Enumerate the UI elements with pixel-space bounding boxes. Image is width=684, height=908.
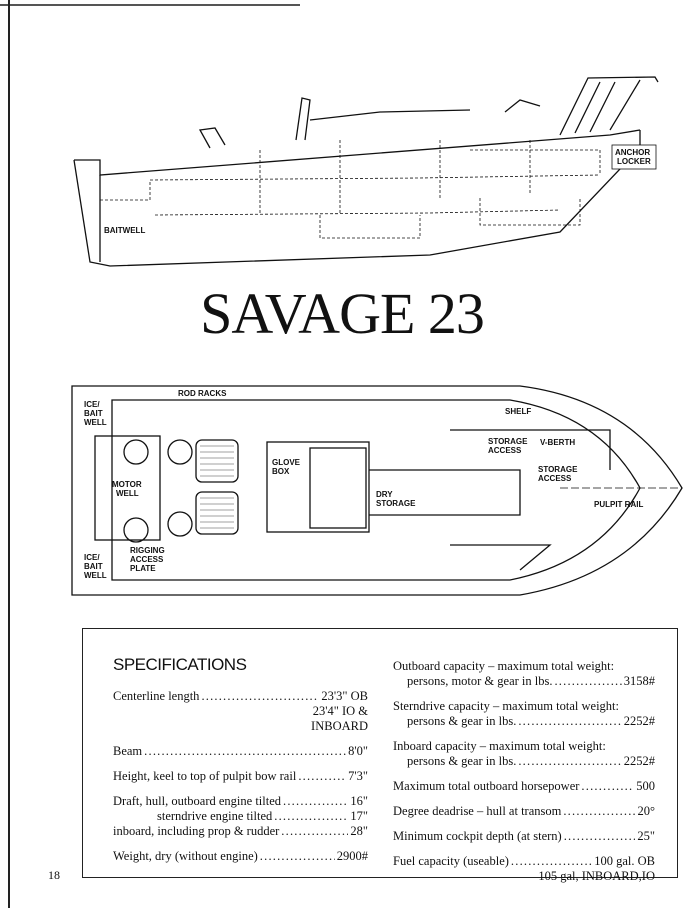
height-label: Height, keel to top of pulpit bow rail xyxy=(113,769,297,783)
specs-right-column xyxy=(393,659,655,894)
v-berth-label: V-BERTH xyxy=(540,438,576,447)
specifications-heading: SPECIFICATIONS xyxy=(113,655,247,674)
weight-label: Weight, dry (without engine) xyxy=(113,849,258,863)
glove-box-label: GLOVE xyxy=(272,458,301,467)
height-value: 7'3" xyxy=(348,769,368,783)
deadrise-value: 20° xyxy=(637,804,655,818)
rigging-access-plate-label: RIGGING xyxy=(130,546,165,555)
deadrise-spec xyxy=(393,804,655,819)
sterndrive-capacity-spec xyxy=(393,699,655,729)
inboard-capacity-value: 2252# xyxy=(623,754,655,768)
deadrise-label: Degree deadrise – hull at transom xyxy=(393,804,562,818)
ice-bait-well-top-label-2: BAIT xyxy=(84,409,103,418)
centerline-inboard-value: INBOARD xyxy=(311,719,368,733)
horsepower-label: Maximum total outboard horsepower xyxy=(393,779,580,793)
rigging-access-plate-label-3: PLATE xyxy=(130,564,156,573)
outboard-capacity-value: 3158# xyxy=(623,674,655,688)
draft-spec xyxy=(113,794,368,839)
inboard-capacity-label: Inboard capacity – maximum total weight: xyxy=(393,739,606,753)
height-spec xyxy=(113,769,368,784)
horsepower-spec xyxy=(393,779,655,794)
weight-value: 2900# xyxy=(336,849,368,863)
outboard-capacity-label: Outboard capacity – maximum total weight: xyxy=(393,659,615,673)
sterndrive-capacity-sublabel: persons & gear in lbs. xyxy=(407,714,517,728)
rigging-access-plate-label-2: ACCESS xyxy=(130,555,164,564)
sterndrive-draft-label: sterndrive engine tilted xyxy=(157,809,273,823)
beam-label: Beam xyxy=(113,744,143,758)
ice-bait-well-top-label: ICE/ xyxy=(84,400,100,409)
centerline-label: Centerline length xyxy=(113,689,200,703)
inboard-capacity-sublabel: persons & gear in lbs. xyxy=(407,754,517,768)
beam-value: 8'0" xyxy=(348,744,368,758)
fuel-capacity-spec xyxy=(393,854,655,884)
motor-well-label: MOTOR xyxy=(112,480,142,489)
sterndrive-capacity-value: 2252# xyxy=(623,714,655,728)
storage-access-label-b: STORAGE xyxy=(538,465,578,474)
ice-bait-well-bottom-label-2: BAIT xyxy=(84,562,103,571)
cockpit-depth-value: 25" xyxy=(637,829,655,843)
sterndrive-draft-value: 17" xyxy=(350,809,368,823)
weight-spec xyxy=(113,849,368,864)
shelf-label: SHELF xyxy=(505,407,532,416)
storage-access-label-b-2: ACCESS xyxy=(538,474,572,483)
fuel-capacity-value: 100 gal. OB xyxy=(594,854,655,868)
draft-label: Draft, hull, outboard engine tilted xyxy=(113,794,282,808)
profile-drawing xyxy=(0,60,684,280)
centerline-io-value: 23'4" IO & xyxy=(312,704,368,718)
outboard-capacity-spec xyxy=(393,659,655,689)
inboard-draft-value: 28" xyxy=(350,824,368,838)
ice-bait-well-bottom-label: ICE/ xyxy=(84,553,100,562)
fuel-capacity-label: Fuel capacity (useable) xyxy=(393,854,509,868)
page-number: 18 xyxy=(48,868,60,882)
specifications-box xyxy=(82,628,678,883)
inboard-draft-label: inboard, including prop & rudder xyxy=(113,824,280,838)
ice-bait-well-bottom-label-3: WELL xyxy=(84,571,107,580)
outboard-capacity-sublabel: persons, motor & gear in lbs. xyxy=(407,674,553,688)
top-edge-line xyxy=(0,4,300,6)
motor-well-label-2: WELL xyxy=(116,489,139,498)
glove-box-label-2: BOX xyxy=(272,467,290,476)
horsepower-value: 500 xyxy=(636,779,655,793)
centerline-ob-value: 23'3" OB xyxy=(321,689,368,703)
pulpit-rail-label: PULPIT RAIL xyxy=(594,500,644,509)
anchor-locker-label: ANCHOR xyxy=(615,148,651,157)
centerline-length-spec xyxy=(113,689,368,734)
beam-spec xyxy=(113,744,368,759)
ice-bait-well-top-label-3: WELL xyxy=(84,418,107,427)
page-title: SAVAGE 23 xyxy=(200,281,484,346)
draft-value: 16" xyxy=(350,794,368,808)
baitwell-label: BAITWELL xyxy=(104,226,146,235)
rod-racks-label: ROD RACKS xyxy=(178,389,227,398)
anchor-locker-label-2: LOCKER xyxy=(617,157,651,166)
fuel-capacity-value-2: 105 gal, INBOARD,IO xyxy=(538,869,655,883)
dry-storage-label-2: STORAGE xyxy=(376,499,416,508)
cockpit-depth-label: Minimum cockpit depth (at stern) xyxy=(393,829,562,843)
storage-access-label: STORAGE xyxy=(488,437,528,446)
plan-drawing xyxy=(0,375,684,610)
storage-access-label-2: ACCESS xyxy=(488,446,522,455)
inboard-capacity-spec xyxy=(393,739,655,769)
sterndrive-capacity-label: Sterndrive capacity – maximum total weight: xyxy=(393,699,619,713)
cockpit-depth-spec xyxy=(393,829,655,844)
dry-storage-label: DRY xyxy=(376,490,393,499)
specs-left-column xyxy=(113,689,368,874)
